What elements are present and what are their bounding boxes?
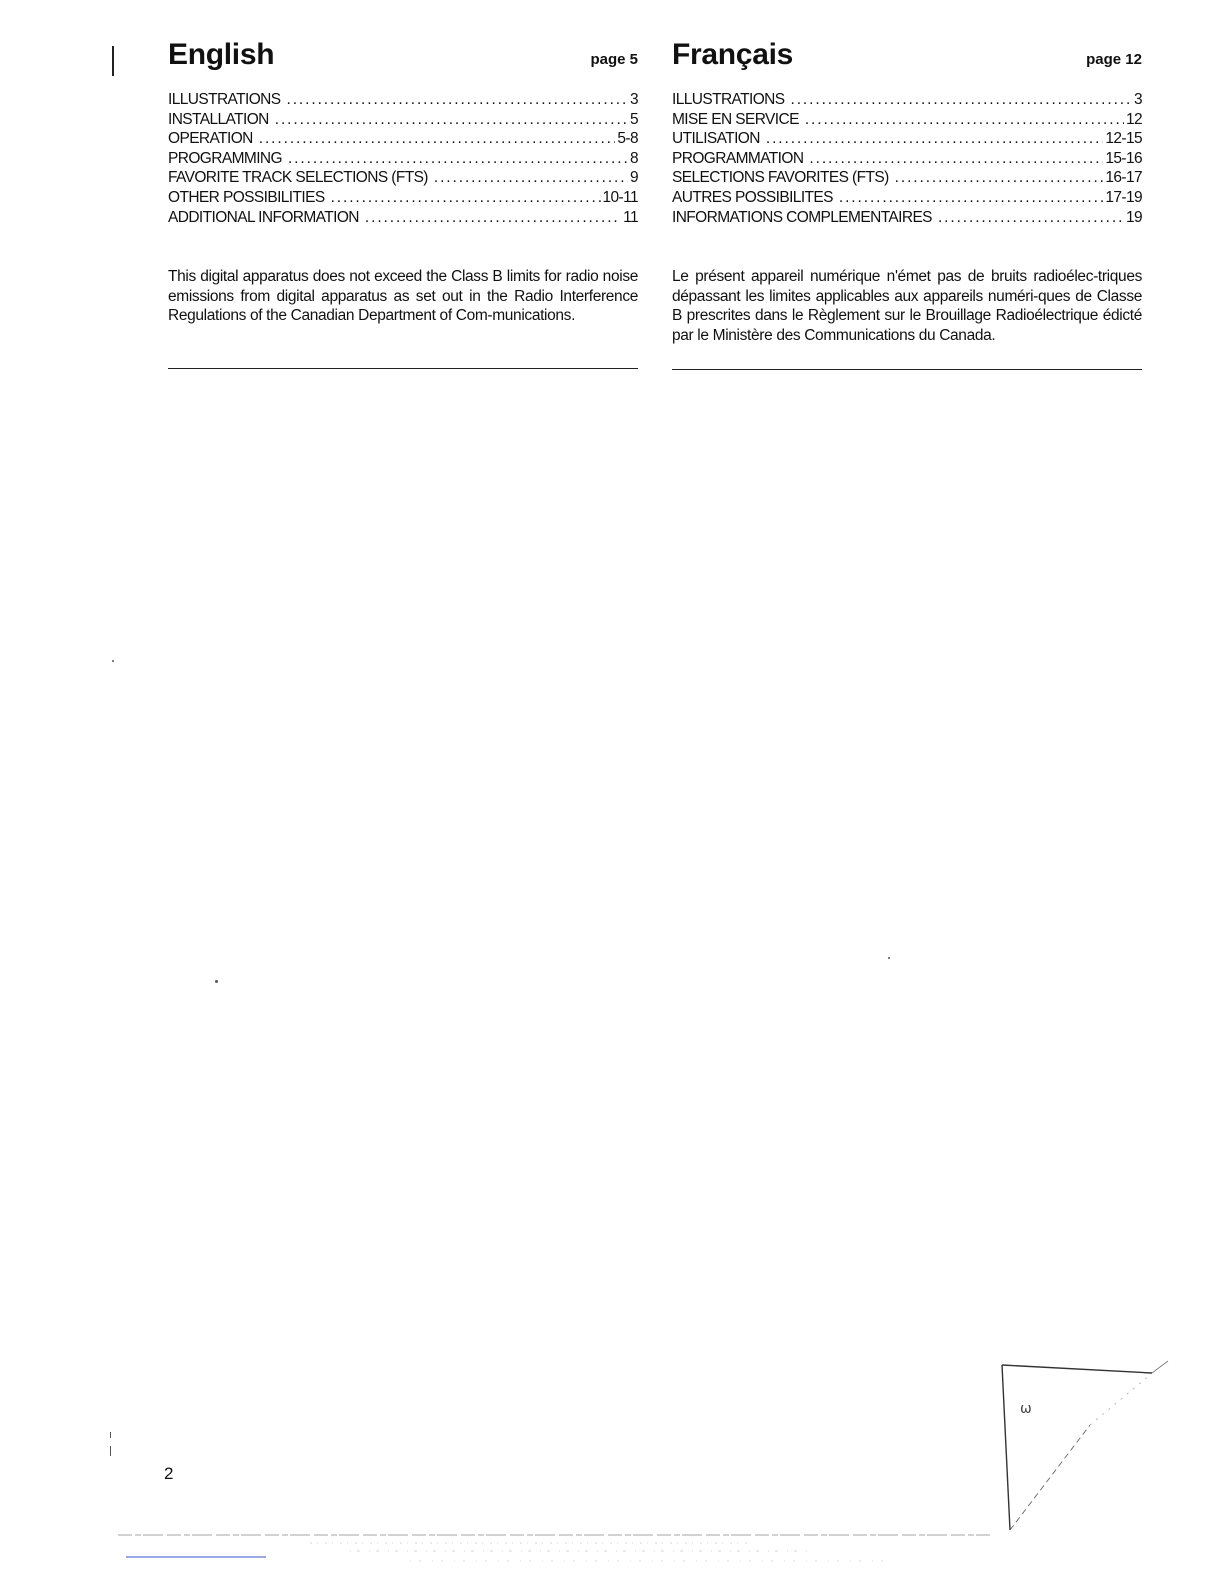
french-notice: Le présent appareil numérique n'émet pas de bruits radioélec-triques dépassant les limites applicables aux appareils numéri-ques de Classe B prescrites dans le Règlement sur le Brouillage Radioélectrique édicté par le Ministère des Communications du Canada. (672, 268, 1142, 344)
scan-speck (110, 1446, 111, 1456)
french-divider (672, 369, 1142, 370)
toc-entry (168, 90, 638, 110)
toc-entry (168, 208, 638, 228)
toc-label: PROGRAMMATION (672, 149, 804, 167)
toc-leader-dots (938, 208, 1124, 228)
toc-entry (168, 149, 638, 169)
french-title: Français (672, 38, 793, 71)
corner-mark-glyph: ω (1020, 1401, 1032, 1417)
toc-leader-dots (275, 110, 628, 130)
toc-label: OTHER POSSIBILITIES (168, 188, 325, 206)
toc-leader-dots (895, 168, 1104, 188)
toc-leader-dots (839, 188, 1103, 208)
toc-label: FAVORITE TRACK SELECTIONS (FTS) (168, 169, 428, 187)
toc-entry (672, 110, 1142, 130)
english-section (168, 38, 638, 326)
scan-speck (112, 660, 114, 662)
toc-page: 11 (623, 208, 638, 226)
toc-entry (672, 129, 1142, 149)
toc-page: 10-11 (602, 188, 638, 206)
english-header (168, 38, 638, 86)
toc-leader-dots (365, 208, 621, 228)
toc-label: ILLUSTRATIONS (168, 91, 281, 108)
english-title: English (168, 38, 275, 71)
english-page-ref: page 5 (590, 51, 638, 68)
toc-label: UTILISATION (672, 130, 760, 148)
english-notice: This digital apparatus does not exceed the Class B limits for radio noise emissions from digital apparatus as set out in the Radio Interference Regulations of the Canadian Department of Com-munications. (168, 268, 638, 325)
toc-page: 16-17 (1105, 169, 1142, 187)
toc-entry (672, 149, 1142, 169)
toc-page: 3 (629, 91, 638, 108)
toc-entry (672, 90, 1142, 110)
toc-page: 5 (629, 110, 638, 128)
scan-speck (215, 980, 218, 983)
toc-leader-dots (805, 110, 1124, 130)
toc-entry (672, 208, 1142, 228)
toc-label: ADDITIONAL INFORMATION (168, 208, 359, 226)
toc-page: 12-15 (1105, 130, 1142, 148)
toc-page: 12 (1125, 110, 1142, 128)
toc-entry (168, 110, 638, 130)
toc-page: 3 (1133, 91, 1142, 108)
toc-page: 17-19 (1105, 188, 1142, 206)
toc-label: OPERATION (168, 130, 253, 148)
page-number: 2 (164, 1464, 174, 1483)
toc-entry (672, 188, 1142, 208)
french-page-ref: page 12 (1086, 51, 1142, 68)
toc-leader-dots (259, 129, 616, 149)
english-divider (168, 368, 638, 369)
toc-label: MISE EN SERVICE (672, 110, 799, 128)
toc-page: 5-8 (617, 130, 638, 148)
toc-leader-dots (809, 149, 1103, 169)
toc-leader-dots (288, 149, 628, 169)
toc-label: AUTRES POSSIBILITES (672, 188, 833, 206)
toc-label: PROGRAMMING (168, 149, 282, 167)
toc-page: 19 (1125, 208, 1142, 226)
scan-speck (110, 1432, 111, 1438)
toc-leader-dots (434, 168, 628, 188)
toc-page: 9 (629, 169, 638, 187)
toc-entry (672, 168, 1142, 188)
toc-leader-dots (287, 90, 628, 110)
toc-label: INFORMATIONS COMPLEMENTAIRES (672, 208, 932, 226)
toc-leader-dots (791, 90, 1132, 110)
toc-page: 15-16 (1105, 149, 1142, 167)
toc-leader-dots (331, 188, 601, 208)
toc-entry (168, 129, 638, 149)
english-toc (168, 90, 638, 227)
margin-bar (112, 46, 114, 76)
toc-entry (168, 188, 638, 208)
toc-label: INSTALLATION (168, 110, 269, 128)
toc-page: 8 (629, 149, 638, 167)
toc-label: SELECTIONS FAVORITES (FTS) (672, 169, 889, 187)
french-section (672, 38, 1142, 346)
scan-speck (888, 957, 890, 959)
toc-entry (168, 168, 638, 188)
toc-leader-dots (766, 129, 1103, 149)
toc-label: ILLUSTRATIONS (672, 91, 785, 108)
french-toc (672, 90, 1142, 227)
french-header (672, 38, 1142, 86)
scan-noise-band (110, 1525, 1060, 1575)
